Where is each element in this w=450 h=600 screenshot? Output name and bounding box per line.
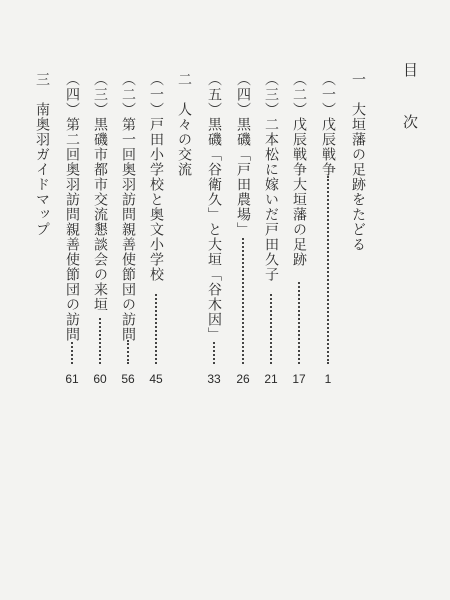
entry-text: （一）戸田小学校と奥文小学校 [148, 72, 164, 282]
entry-text: （五）黒磯「谷衛久」と大垣「谷木因」 [206, 72, 222, 342]
entry-text: 三 南奥羽ガイドマップ [34, 72, 50, 237]
leader-dots [327, 176, 329, 364]
toc-title: 目 次 [401, 62, 419, 145]
entry-text: 二 人々の交流 [176, 72, 192, 177]
toc-section-3 [32, 72, 52, 392]
toc-entry[interactable] [204, 72, 224, 392]
page-number: 26 [236, 372, 250, 386]
toc-entry[interactable] [146, 72, 166, 392]
entry-text: （三）二本松に嫁いだ戸田久子 [263, 72, 279, 282]
entry-text: （四）黒磯「戸田農場」 [235, 72, 251, 237]
toc-entry[interactable] [62, 72, 82, 392]
toc-section-1 [348, 72, 368, 392]
entry-text: （三）黒磯市都市交流懇談会の来垣 [92, 72, 108, 312]
entry-text: （四）第二回奥羽訪問親善使節団の訪問 [64, 72, 80, 342]
toc-entry[interactable] [233, 72, 253, 392]
leader-dots [242, 238, 244, 364]
toc-entry[interactable] [318, 72, 338, 392]
leader-dots [213, 342, 215, 364]
toc-entry[interactable] [261, 72, 281, 392]
leader-dots [99, 318, 101, 364]
leader-dots [155, 294, 157, 364]
entry-text: （一）戊辰戦争 [320, 72, 336, 177]
leader-dots [127, 340, 129, 364]
page-number: 21 [264, 372, 278, 386]
leader-dots [270, 294, 272, 364]
page-number: 60 [93, 372, 107, 386]
entry-text: 一 大垣藩の足跡をたどる [350, 72, 366, 252]
leader-dots [298, 282, 300, 364]
page-number: 33 [207, 372, 221, 386]
toc-entry[interactable] [118, 72, 138, 392]
page-number: 61 [65, 372, 79, 386]
page-number: 1 [324, 372, 332, 386]
page-number: 17 [292, 372, 306, 386]
toc-section-2 [174, 72, 194, 392]
leader-dots [71, 342, 73, 364]
toc-entry[interactable] [90, 72, 110, 392]
toc-entry[interactable] [289, 72, 309, 392]
entry-text: （二）第一回奥羽訪問親善使節団の訪問 [120, 72, 136, 342]
entry-text: （二）戊辰戦争大垣藩の足跡 [291, 72, 307, 267]
page-number: 56 [121, 372, 135, 386]
page-number: 45 [149, 372, 163, 386]
